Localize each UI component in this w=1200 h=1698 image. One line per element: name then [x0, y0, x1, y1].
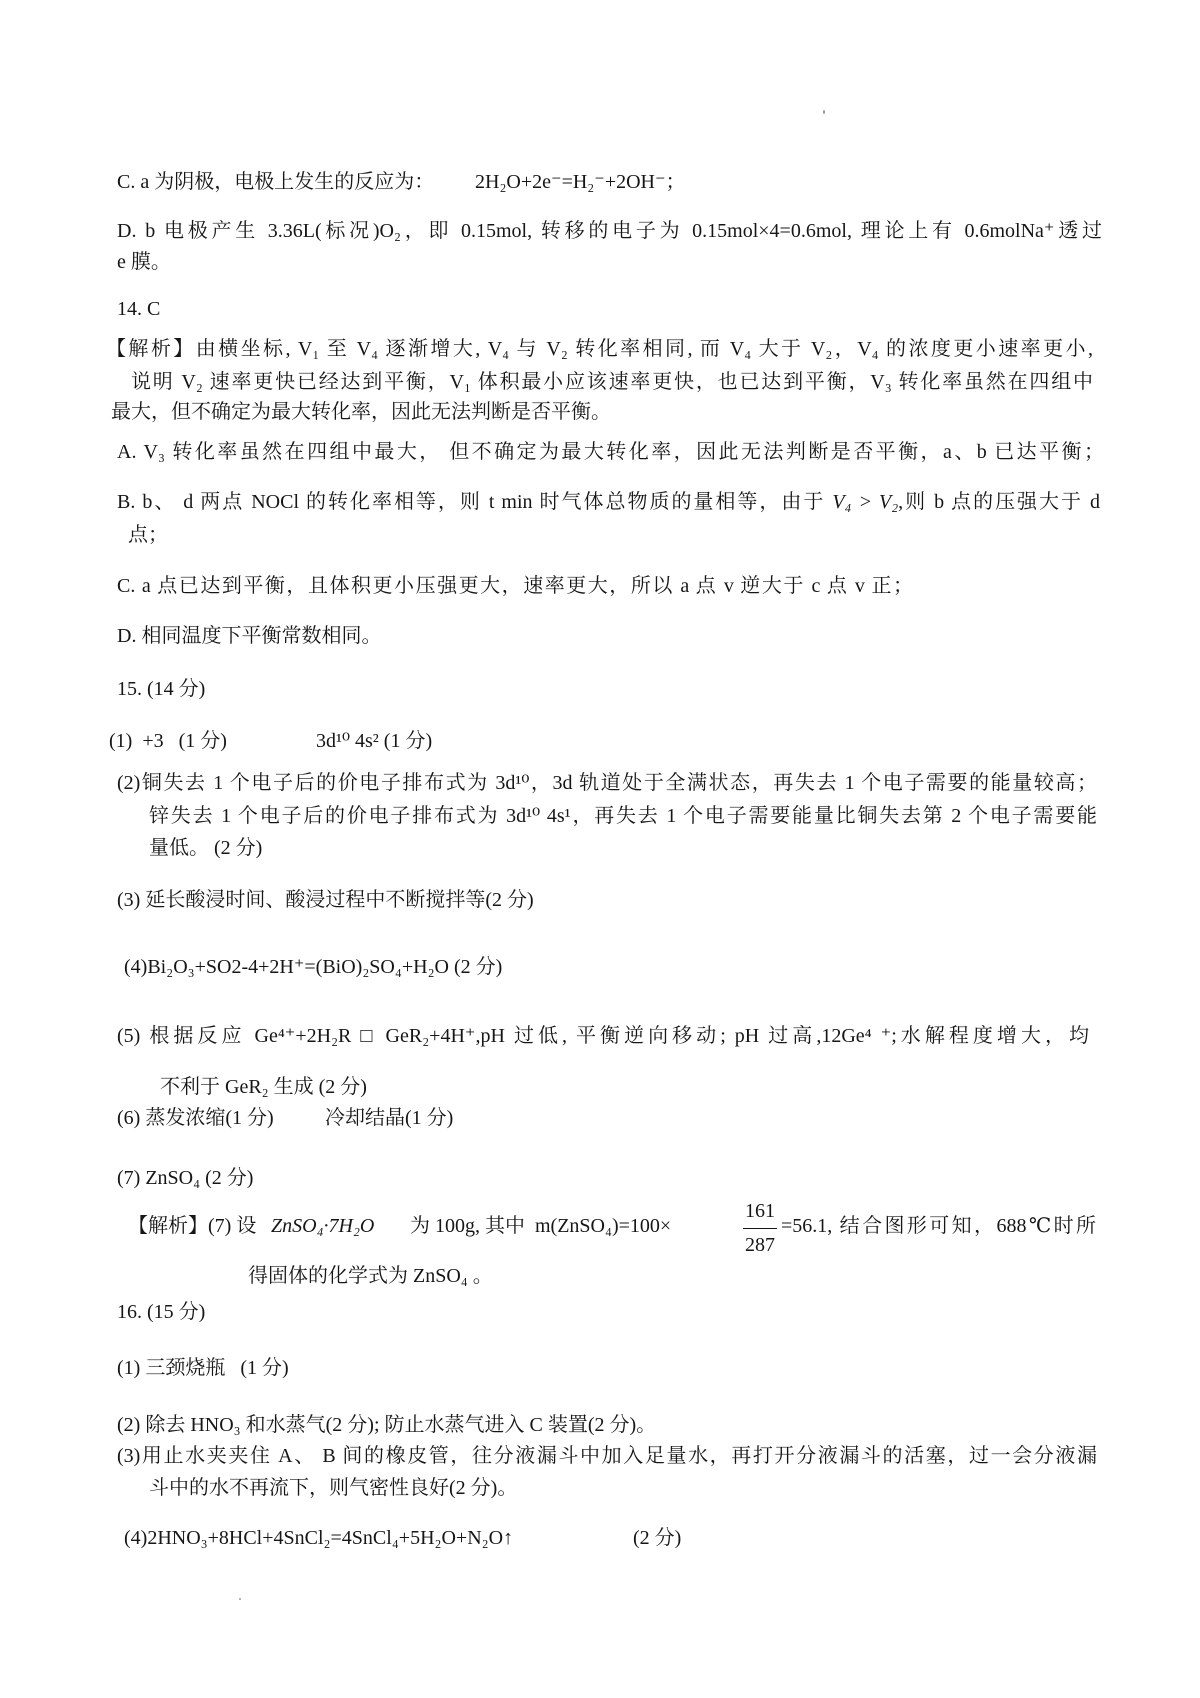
q15-part-5-line-2: 不利于 GeR₂ 生成 (2 分): [160, 1076, 367, 1098]
q13-option-c-text: C. a 为阴极，电极上发生的反应为：: [117, 171, 435, 193]
q15-part-1-a: (1) +3 (1 分): [109, 730, 227, 752]
q15-part-6-a: (6) 蒸发浓缩(1 分): [117, 1107, 274, 1129]
q15-analysis-label: 【解析】(7) 设: [128, 1215, 257, 1237]
q15-part-3: (3) 延长酸浸时间、酸浸过程中不断搅拌等(2 分): [117, 889, 534, 911]
q14-option-b-formula: V₄ > V₂: [832, 491, 899, 513]
q16-part-3-line-1: (3)用止水夹夹住 A、 B 间的橡皮管，往分液漏斗中加入足量水，再打开分液漏斗的活塞，过一会分液漏: [117, 1445, 1097, 1467]
q15-part-6-b: 冷却结晶(1 分): [325, 1107, 454, 1129]
q15-part-4-equation: (4)Bi₂O₃+SO2-4+2H⁺=(BiO)₂SO₄+H₂O (2 分): [124, 956, 503, 978]
q13-option-d-line-2: e 膜。: [117, 251, 171, 273]
q15-part-2-line-2: 锌失去 1 个电子后的价电子排布式为 3d¹⁰ 4s¹，再失去 1 个电子需要能量比铜失去第 2 个电子需要能: [149, 805, 1097, 827]
q15-part-2-line-3: 量低。 (2 分): [149, 837, 263, 859]
scan-speck-top: [823, 110, 825, 114]
q16-part-1: (1) 三颈烧瓶 (1 分): [117, 1357, 289, 1379]
q15-part-7: (7) ZnSO₄ (2 分): [117, 1167, 254, 1189]
q14-option-b-text: B. b、 d 两点 NOCl 的转化率相等，则 t min 时气体总物质的量相等，由于: [117, 491, 826, 513]
fraction-bar: [743, 1228, 777, 1229]
q14-option-b-line-1: [117, 489, 1100, 515]
fraction-denominator: 287: [745, 1234, 775, 1256]
q15-analysis-formula: ZnSO₄·7H₂O: [271, 1215, 375, 1237]
q15-analysis-line-2: 得固体的化学式为 ZnSO₄ 。: [248, 1265, 493, 1287]
q14-option-b-text-end: ,则 b 点的压强大于 d: [898, 491, 1101, 513]
fraction-numerator: 161: [745, 1200, 775, 1222]
q14-answer: 14. C: [117, 298, 161, 320]
q15-analysis-text: 为 100g, 其中 m(ZnSO₄)=100×: [410, 1215, 672, 1237]
q16-part-4-score: (2 分): [633, 1527, 682, 1549]
q14-option-a: A. V₃ 转化率虽然在四组中最大， 但不确定为最大转化率，因此无法判断是否平衡，a、b 已达平衡；: [117, 441, 1104, 463]
q15-part-1-b: 3d¹⁰ 4s² (1 分): [316, 730, 433, 752]
q14-option-b-line-2: 点；: [128, 524, 168, 546]
q16-header: 16. (15 分): [117, 1301, 206, 1323]
q15-part-5-line-1: (5) 根据反应 Ge⁴⁺+2H₂R □ GeR₂+4H⁺,pH 过低, 平衡逆向移动; pH 过高,12Ge⁴ ⁺;水解程度增大，均: [117, 1025, 1089, 1047]
scan-speck-bottom: [239, 1598, 241, 1600]
q16-part-3-line-2: 斗中的水不再流下，则气密性良好(2 分)。: [149, 1477, 518, 1499]
q14-option-c: C. a 点已达到平衡，且体积更小压强更大，速率更大，所以 a 点 v 逆大于 c 点 v 正；: [117, 575, 913, 597]
q15-analysis-result: =56.1, 结合图形可知，688℃时所: [781, 1215, 1096, 1237]
q15-part-2-line-1: (2)铜失去 1 个电子后的价电子排布式为 3d¹⁰，3d 轨道处于全满状态，再失去 1 个电子需要的能量较高；: [117, 772, 1097, 794]
q14-option-d: D. 相同温度下平衡常数相同。: [117, 625, 382, 647]
q14-analysis-line-3: 最大，但不确定为最大转化率，因此无法判断是否平衡。: [111, 401, 611, 423]
q14-analysis-line-2: 说明 V₂ 速率更快已经达到平衡，V₁ 体积最小应该速率更快，也已达到平衡，V₃ 转化率虽然在四组中: [131, 371, 1093, 393]
q14-analysis-line-1: 【解析】由横坐标, V₁ 至 V₄ 逐渐增大, V₄ 与 V₂ 转化率相同, 而 V₄ 大于 V₂，V₄ 的浓度更小速率更小,: [106, 338, 1093, 360]
q16-part-2: (2) 除去 HNO₃ 和水蒸气(2 分); 防止水蒸气进入 C 装置(2 分)。: [117, 1414, 657, 1436]
q13-option-c-equation: 2H₂O+2e⁻=H₂⁻+2OH⁻；: [475, 171, 686, 193]
q13-option-d-line-1: D. b 电极产生 3.36L(标况)O₂，即 0.15mol, 转移的电子为 0.15mol×4=0.6mol, 理论上有 0.6molNa⁺透过: [117, 220, 1102, 242]
q15-header: 15. (14 分): [117, 678, 206, 700]
q16-part-4-equation: (4)2HNO₃+8HCl+4SnCl₂=4SnCl₄+5H₂O+N₂O↑: [124, 1527, 514, 1549]
